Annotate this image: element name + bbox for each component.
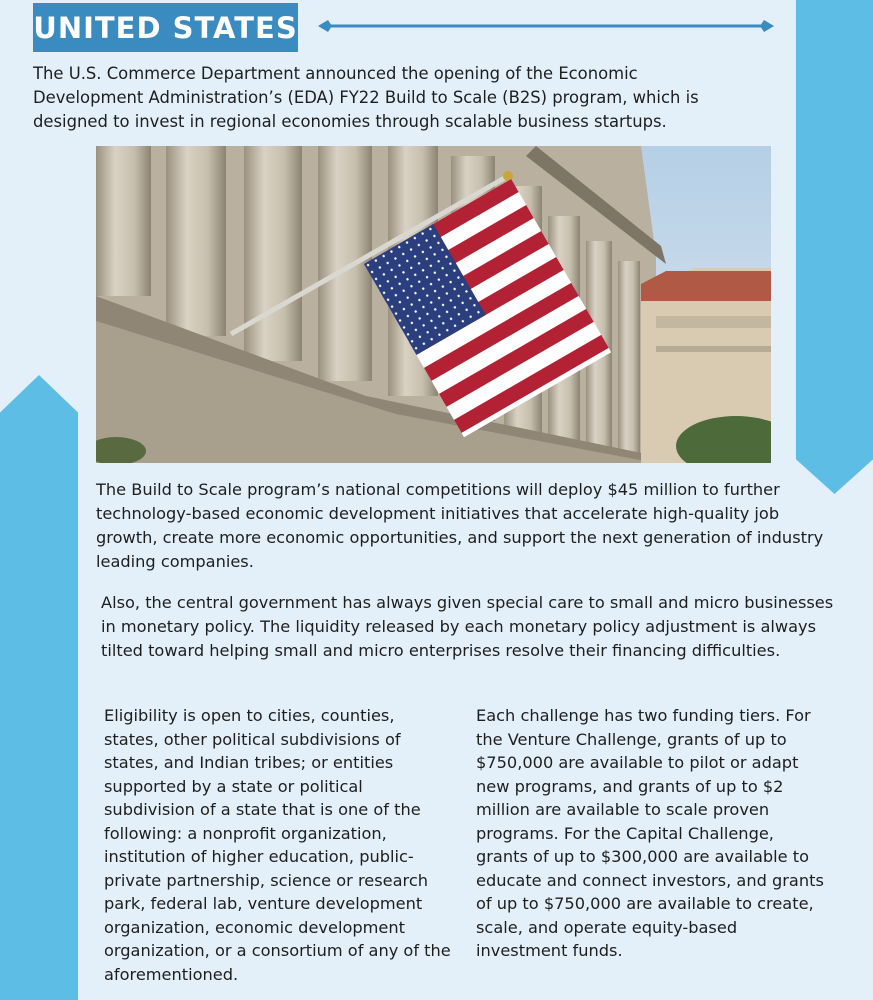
intro-paragraph: The U.S. Commerce Department announced the opening of the Economic Development Administration’s (EDA) FY22 Build to Scale (B2S) program, which is designed to invest in regional economies through scalable business startups.: [33, 64, 699, 131]
decorative-side-bar-left: [0, 375, 78, 1000]
body-paragraph-2: Also, the central government has always given special care to small and micro businesses in monetary policy. The liquidity released by each monetary policy adjustment is always tilted toward helping small and micro enterprises resolve their financing difficulties.: [101, 593, 834, 660]
funding-tiers-column: Each challenge has two funding tiers. For the Venture Challenge, grants of up to $750,000 are available to pilot or adapt new programs, and grants of up to $2 million are available to scale proven programs. For the Capital Challenge, grants of up to $300,000 are available to educate and connect investors, and grants of up to $750,000 are available to create, scale, and operate equity-based investment funds.: [476, 706, 824, 960]
body-paragraph-1: The Build to Scale program’s national competitions will deploy $45 million to further technology-based economic development initiatives that accelerate high-quality job growth, create more economic opportunities, and support the next generation of industry leading companies.: [96, 480, 824, 571]
us-flag-on-government-building-photo: [96, 146, 771, 463]
section-title: UNITED STATES: [33, 3, 298, 52]
decorative-side-bar-right: [796, 0, 873, 494]
title-rule-decoration: [318, 14, 774, 38]
eligibility-column: Eligibility is open to cities, counties, states, other political subdivisions of states, and Indian tribes; or entities supported by a state or political subdivision of a state that is one of the following: a nonprofit organization, institution of higher education, public-private partnership, science or research park, federal lab, venture development organization, economic development organization, or a consortium of any of the aforementioned.: [104, 706, 451, 984]
